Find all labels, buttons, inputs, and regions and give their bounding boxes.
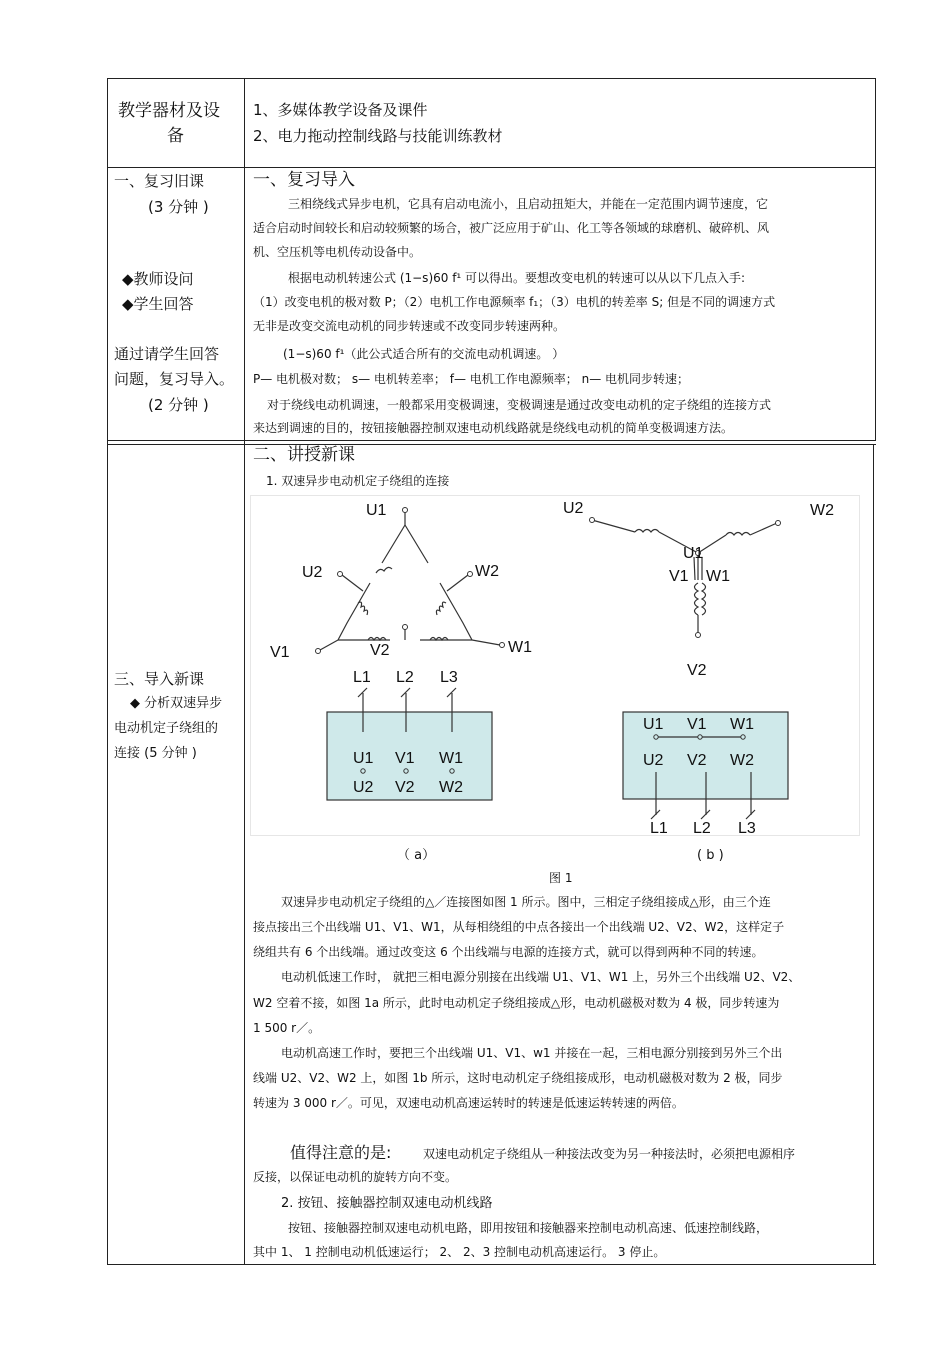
newlesson-sub2: 2. 按钮、接触器控制双速电动机线路 [281, 1196, 493, 1211]
equipment-label-line1: 教学器材及设 [118, 101, 220, 121]
review-p1-line3: 机、空压机等电机传动设备中。 [253, 245, 422, 259]
para-c-line1: 电动机高速工作时，要把三个出线端 U1、V1、w1 并接在一起，三相电源分别接到另外三个出 [281, 1046, 783, 1060]
box-b-u2: U2 [643, 752, 664, 769]
box-a-u1: U1 [353, 750, 374, 767]
label-a-u2: U2 [302, 564, 323, 581]
para-c-line2: 线端 U2、V2、W2 上，如图 1b 所示，这时电动机定子绕组接成形，电动机磁极对数为 2 极，同步 [253, 1071, 783, 1085]
note-text-line1: 双速电动机定子绕组从一种接法改变为另一种接法时，必须把电源相序 [423, 1147, 796, 1161]
box-a-v2: V2 [395, 779, 415, 796]
label-a-l2: L2 [396, 669, 414, 686]
note-label: 值得注意的是: [290, 1143, 392, 1162]
box-b-v2: V2 [687, 752, 707, 769]
box-a-v1: V1 [395, 750, 415, 767]
review-p1-line1: 三相绕线式异步电机，它具有启动电流小，且启动扭矩大，并能在一定范围内调节速度，它 [288, 197, 769, 211]
table-top-border [107, 78, 876, 79]
newlesson-left-item2: 电动机定子绕组的 [114, 721, 219, 736]
label-a-l3: L3 [440, 669, 458, 686]
label-b-v1: V1 [669, 568, 689, 585]
column-divider [244, 78, 245, 1265]
figure-a-caption: （ a） [397, 848, 436, 863]
label-a-v2: V2 [370, 642, 390, 659]
note-text-line2: 反接，以保证电动机的旋转方向不变。 [253, 1170, 458, 1184]
label-b-u2: U2 [563, 500, 584, 517]
label-a-w1: W1 [508, 639, 532, 656]
newlesson-left-item3: 连接 (5 分钟 ) [114, 746, 197, 761]
newlesson-left-title: 三、导入新课 [114, 670, 205, 688]
para-b-line2: W2 空着不接，如图 1a 所示，此时电动机定子绕组接成△形，电动机磁极对数为 4 极，同步转速为 [253, 996, 780, 1010]
row1-bottom-border [107, 167, 876, 168]
label-b-l1: L1 [650, 820, 668, 837]
review-p2-line2: （1）改变电机的极对数 P；（2）电机工作电源频率 f₁；（3）电机的转差率 S; 但是不同的调速方式 [253, 295, 776, 309]
label-a-w2: W2 [475, 563, 499, 580]
review-left-title: 一、复习旧课 [114, 172, 205, 190]
review-vars: P— 电机极对数； s— 电机转差率； f— 电机工作电源频率； n— 电机同步转速； [253, 372, 690, 386]
review-left-time2: (2 分钟 ) [148, 396, 209, 414]
figure-title: 图 1 [549, 871, 573, 885]
newlesson-left-item1: ◆ 分析双速异步 [130, 696, 223, 711]
para-b-line3: 1 500 r／。 [253, 1021, 321, 1035]
box-b-v1: V1 [687, 716, 707, 733]
label-a-l1: L1 [353, 669, 371, 686]
label-a-u1: U1 [366, 502, 387, 519]
newlesson-sub1: 1. 双速异步电动机定子绕组的连接 [266, 474, 450, 488]
para-a-line2: 接点接出三个出线端 U1、V1、W1，从每相绕组的中点各接出一个出线端 U2、V2、W2，这样定子 [253, 920, 785, 934]
motor-winding-figure [250, 495, 860, 840]
equipment-item-2: 2、电力拖动控制线路与技能训练教材 [253, 127, 503, 145]
label-b-w2: W2 [810, 502, 834, 519]
table-bottom-border [107, 1264, 876, 1265]
box-b-w2: W2 [730, 752, 754, 769]
para-d-line1: 按钮、接触器控制双速电动机电路，即用按钮和接触器来控制电动机高速、低速控制线路， [288, 1221, 769, 1235]
review-left-note2: 问题，复习导入。 [114, 370, 235, 388]
review-left-note1: 通过请学生回答 [114, 345, 220, 363]
label-b-v2: V2 [687, 662, 707, 679]
equipment-item-1: 1、多媒体教学设备及课件 [253, 101, 428, 119]
review-p2-line1: 根据电动机转速公式 (1−s)60 f¹ 可以得出。要想改变电机的转速可以从以下几点入手: [288, 271, 746, 285]
label-b-l3: L3 [738, 820, 756, 837]
review-p3-line2: 来达到调速的目的，按钮接触器控制双速电动机线路就是绕线电动机的简单变极调速方法。 [253, 421, 734, 435]
figure-b-caption: ( b ) [697, 848, 724, 863]
table-right-border-lower [873, 444, 874, 1264]
box-a-u2: U2 [353, 779, 374, 796]
para-b-line1: 电动机低速工作时， 就把三相电源分别接在出线端 U1、V1、W1 上，另外三个出线端 U2、V2、 [281, 970, 801, 984]
review-formula: (1−s)60 f¹（此公式适合所有的交流电动机调速。 ） [283, 347, 565, 361]
review-p1-line2: 适合启动时间较长和启动较频繁的场合，被广泛应用于矿山、化工等各领域的球磨机、破碎机、风 [253, 221, 770, 235]
para-a-line3: 绕组共有 6 个出线端。通过改变这 6 个出线端与电源的连接方式，就可以得到两种不同的转速。 [253, 945, 764, 959]
review-left-time: (3 分钟 ) [148, 198, 209, 216]
review-left-teacher: ◆教师设问 [122, 270, 194, 288]
newlesson-heading: 二、讲授新课 [253, 445, 355, 465]
equipment-label-line2: 备 [167, 126, 184, 146]
table-left-border [107, 78, 108, 1265]
table-right-border-upper [875, 78, 876, 441]
row3-top-border [107, 444, 876, 445]
box-b-u1: U1 [643, 716, 664, 733]
box-b-w1: W1 [730, 716, 754, 733]
para-d-line2: 其中 1、 1 控制电动机低速运行； 2、 2、3 控制电动机高速运行。 3 停止。 [253, 1245, 666, 1259]
row2-bottom-border [107, 440, 876, 441]
label-b-l2: L2 [693, 820, 711, 837]
para-c-line3: 转速为 3 000 r／。可见，双速电动机高速运转时的转速是低速运转转速的两倍。 [253, 1096, 684, 1110]
review-p2-line3: 无非是改变交流电动机的同步转速或不改变同步转速两种。 [253, 319, 566, 333]
review-heading: 一、复习导入 [253, 170, 355, 190]
label-a-v1: V1 [270, 644, 290, 661]
label-b-w1: W1 [706, 568, 730, 585]
label-b-u1: U1 [683, 545, 704, 562]
box-a-w2: W2 [439, 779, 463, 796]
box-a-w1: W1 [439, 750, 463, 767]
review-p3-line1: 对于绕线电动机调速，一般都采用变极调速，变极调速是通过改变电动机的定子绕组的连接方式 [267, 398, 772, 412]
review-left-student: ◆学生回答 [122, 295, 194, 313]
para-a-line1: 双速异步电动机定子绕组的△／连接图如图 1 所示。图中，三相定子绕组接成△形，由三个连 [281, 895, 771, 909]
